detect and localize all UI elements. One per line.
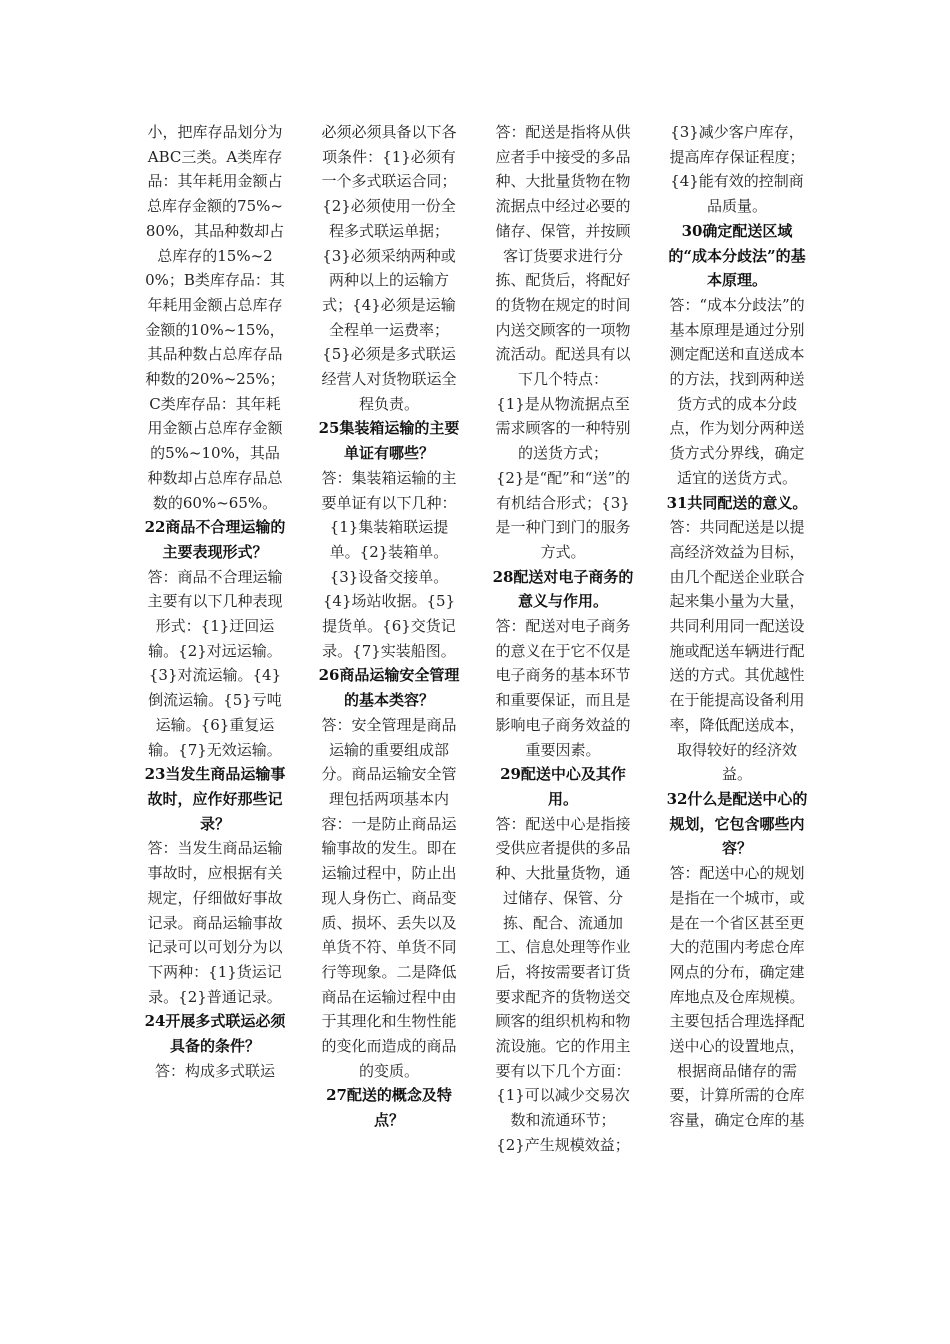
answer-paragraph: 小，把库存品划分为ABC三类。A类库存品：其年耗用金额占总库存金额的75%~80%，其品种数却占总库存的15%~20%；B类库存品：其年耗用金额占总库存金额的10%~15%，其品种数占总库存品种数的20%~25%；C类库存品：其年耗用金额占总库存金额的5%~10%，其品种数却占总库存品总数的60%~65%。: [145, 123, 285, 512]
answer-paragraph: 答：配送对电子商务的意义在于它不仅是电子商务的基本环节和重要保证，而且是影响电子商务效益的重要因素。: [495, 617, 631, 759]
answer-paragraph: 答：配送是指将从供应者手中接受的多品种、大批量货物在物流据点中经过必要的储存、保管，并按顾客订货要求进行分拣、配货后，将配好的货物在规定的时间内送交顾客的一项物流活动。配送具有以下几个特点：: [495, 123, 631, 389]
answer-paragraph: 答：商品不合理运输主要有以下几种表现形式：{1}迂回运输。{2}对远运输。{3}对流运输。{4}倒流运输。{5}亏吨运输。{6}重复运输。{7}无效运输。: [147, 567, 283, 759]
question-heading: 31共同配送的意义。: [666, 493, 808, 512]
question-heading: 30确定配送区域的“成本分歧法”的基本原理。: [668, 221, 806, 290]
question-heading: 25集装箱运输的主要单证有哪些？: [318, 419, 460, 463]
answer-paragraph: 答：构成多式联运: [154, 1061, 275, 1080]
answer-paragraph: {1}可以减少交易次数和流通环节；: [496, 1086, 630, 1130]
text-column-1: [144, 120, 286, 1083]
answer-paragraph: 答：“成本分歧法”的基本原理是通过分别测定配送和直送成本的方法，找到两种送货方式的成本分歧点，作为划分两种送货方式分界线，确定适宜的送货方式。: [669, 295, 805, 487]
answer-paragraph: {1}是从物流据点至需求顾客的一种特别的送货方式；: [495, 394, 631, 463]
text-column-2: [318, 120, 460, 1133]
answer-paragraph: 答：安全管理是商品运输的重要组成部分。商品运输安全管理包括两项基本内容：一是防止商品运输事故的发生。即在运输过程中，防止出现人身伤亡、商品变质、损坏、丢失以及单货不符、单货不同行等现象。二是降低商品在运输过程中由于其理化和生物性能的变化而造成的商品的变质。: [321, 715, 457, 1080]
question-heading: 22商品不合理运输的主要表现形式？: [144, 518, 286, 561]
question-heading: 27配送的概念及特点？: [326, 1086, 452, 1130]
answer-paragraph: {2}是“配”和“送”的有机结合形式；{3}是一种门到门的服务方式。: [495, 468, 631, 561]
answer-paragraph: 必须必须具备以下各项条件：{1}必须有一个多式联运合同；{2}必须使用一份全程多式联运单据；{3}必须采纳两种或两种以上的运输方式；{4}必须是运输全程单一运费率；{5}必须是多式联运经营人对货物联运全程负责。: [321, 123, 457, 413]
answer-paragraph: 答：配送中心是指接受供应者提供的多品种、大批量货物，通过储存、保管、分拣、配合、流通加工、信息处理等作业后，将按需要者订货要求配齐的货物送交顾客的组织机构和物流设施。它的作用主要有以下几个方面：: [495, 814, 631, 1080]
question-heading: 24开展多式联运必须具备的条件？: [144, 1012, 286, 1056]
question-heading: 28配送对电子商务的意义与作用。: [492, 567, 634, 611]
answer-paragraph: 答：当发生商品运输事故时，应根据有关规定，仔细做好事故记录。商品运输事故记录可以可划分为以下两种：{1}货运记录。{2}普通记录。: [147, 839, 283, 1006]
text-column-3: [492, 120, 634, 1158]
answer-paragraph: 答：配送中心的规划是指在一个城市，或是在一个省区甚至更大的范围内考虑仓库网点的分布，确定建库地点及仓库规模。主要包括合理选择配送中心的设置地点，根据商品储存的需要，计算所需的仓库容量，确定仓库的基: [669, 864, 805, 1130]
text-column-4: [666, 120, 808, 1133]
answer-paragraph: 答：共同配送是以提高经济效益为目标，由几个配送企业联合起来集小量为大量，共同利用同一配送设施或配送车辆进行配送的方式。其优越性在于能提高设备利用率，降低配送成本，取得较好的经济效益。: [669, 518, 805, 784]
question-heading: 29配送中心及其作用。: [500, 765, 626, 808]
answer-paragraph: {4}能有效的控制商品质量。: [670, 172, 804, 216]
answer-paragraph: {2}产生规模效益；: [496, 1135, 630, 1154]
answer-paragraph: 答：集装箱运输的主要单证有以下几种：{1}集装箱联运提单。{2}装箱单。{3}设备交接单。{4}场站收据。{5}提货单。{6}交货记录。{7}实装船图。: [321, 468, 457, 660]
answer-paragraph: {3}减少客户库存，提高库存保证程度；: [669, 123, 805, 166]
question-heading: 32什么是配送中心的规划，它包含哪些内容？: [666, 789, 808, 858]
question-heading: 23当发生商品运输事故时，应作好那些记录？: [144, 765, 286, 833]
question-heading: 26商品运输安全管理的基本类容？: [318, 666, 460, 710]
